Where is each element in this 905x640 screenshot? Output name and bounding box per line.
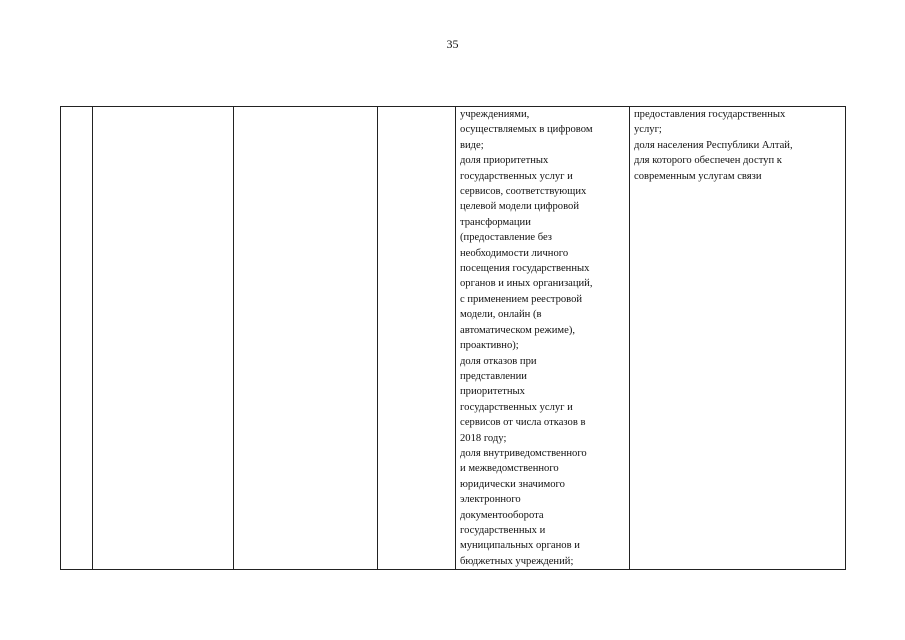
cell-text-line: сервисов от числа отказов в xyxy=(460,417,586,429)
table-row xyxy=(61,107,846,570)
cell-text-line: посещения государственных xyxy=(460,263,590,275)
table-cell-col3 xyxy=(234,107,378,570)
table-cell-col4 xyxy=(378,107,456,570)
cell-text-line: сервисов, соответствующих xyxy=(460,186,587,198)
cell-text-line: представлении xyxy=(460,370,527,382)
cell-text-line: необходимости личного xyxy=(460,247,569,259)
cell-text-line: для которого обеспечен доступ к xyxy=(634,155,782,167)
cell-text-line: государственных и xyxy=(460,524,546,536)
cell-text-line: документооборота xyxy=(460,509,544,521)
table-cell-results xyxy=(630,107,846,570)
cell-text-line: муниципальных органов и xyxy=(460,540,580,552)
cell-text-line: доля населения Республики Алтай, xyxy=(634,139,793,151)
cell-text-line: проактивно); xyxy=(460,340,519,352)
cell-text-line: органов и иных организаций, xyxy=(460,278,593,290)
cell-text-line: трансформации xyxy=(460,216,531,228)
table-cell-col2 xyxy=(93,107,234,570)
cell-text-line: государственных услуг и xyxy=(460,401,573,413)
cell-text-line: виде; xyxy=(460,139,484,151)
cell-text-line: осуществляемых в цифровом xyxy=(460,124,593,136)
cell-text-line: модели, онлайн (в xyxy=(460,309,542,321)
cell-text-line: доля внутриведомственного xyxy=(460,447,587,459)
cell-text-line: с применением реестровой xyxy=(460,293,583,305)
cell-text-line: доля приоритетных xyxy=(460,155,549,167)
cell-text-line: предоставления государственных xyxy=(634,109,786,120)
cell-text-line: приоритетных xyxy=(460,386,525,398)
cell-text-line: юридически значимого xyxy=(460,478,565,490)
cell-text-line: бюджетных учреждений; xyxy=(460,555,574,567)
cell-text-line: 2018 году; xyxy=(460,432,507,444)
cell-text-line: автоматическом режиме), xyxy=(460,324,576,336)
document-table xyxy=(60,106,846,570)
cell-text-line: (предоставление без xyxy=(460,232,552,244)
cell-text-line: услуг; xyxy=(634,124,662,136)
cell-text-line: доля отказов при xyxy=(460,355,537,367)
cell-text-line: целевой модели цифровой xyxy=(460,201,579,213)
cell-text-line: государственных услуг и xyxy=(460,170,573,182)
page-number: 35 xyxy=(446,37,459,51)
cell-text-line: современным услугам связи xyxy=(634,170,762,182)
table-cell-col1 xyxy=(61,107,93,570)
cell-text-line: электронного xyxy=(460,494,521,506)
cell-text-line: и межведомственного xyxy=(460,463,559,475)
cell-text-line: учреждениями, xyxy=(460,109,530,120)
table-cell-indicators xyxy=(456,107,630,570)
